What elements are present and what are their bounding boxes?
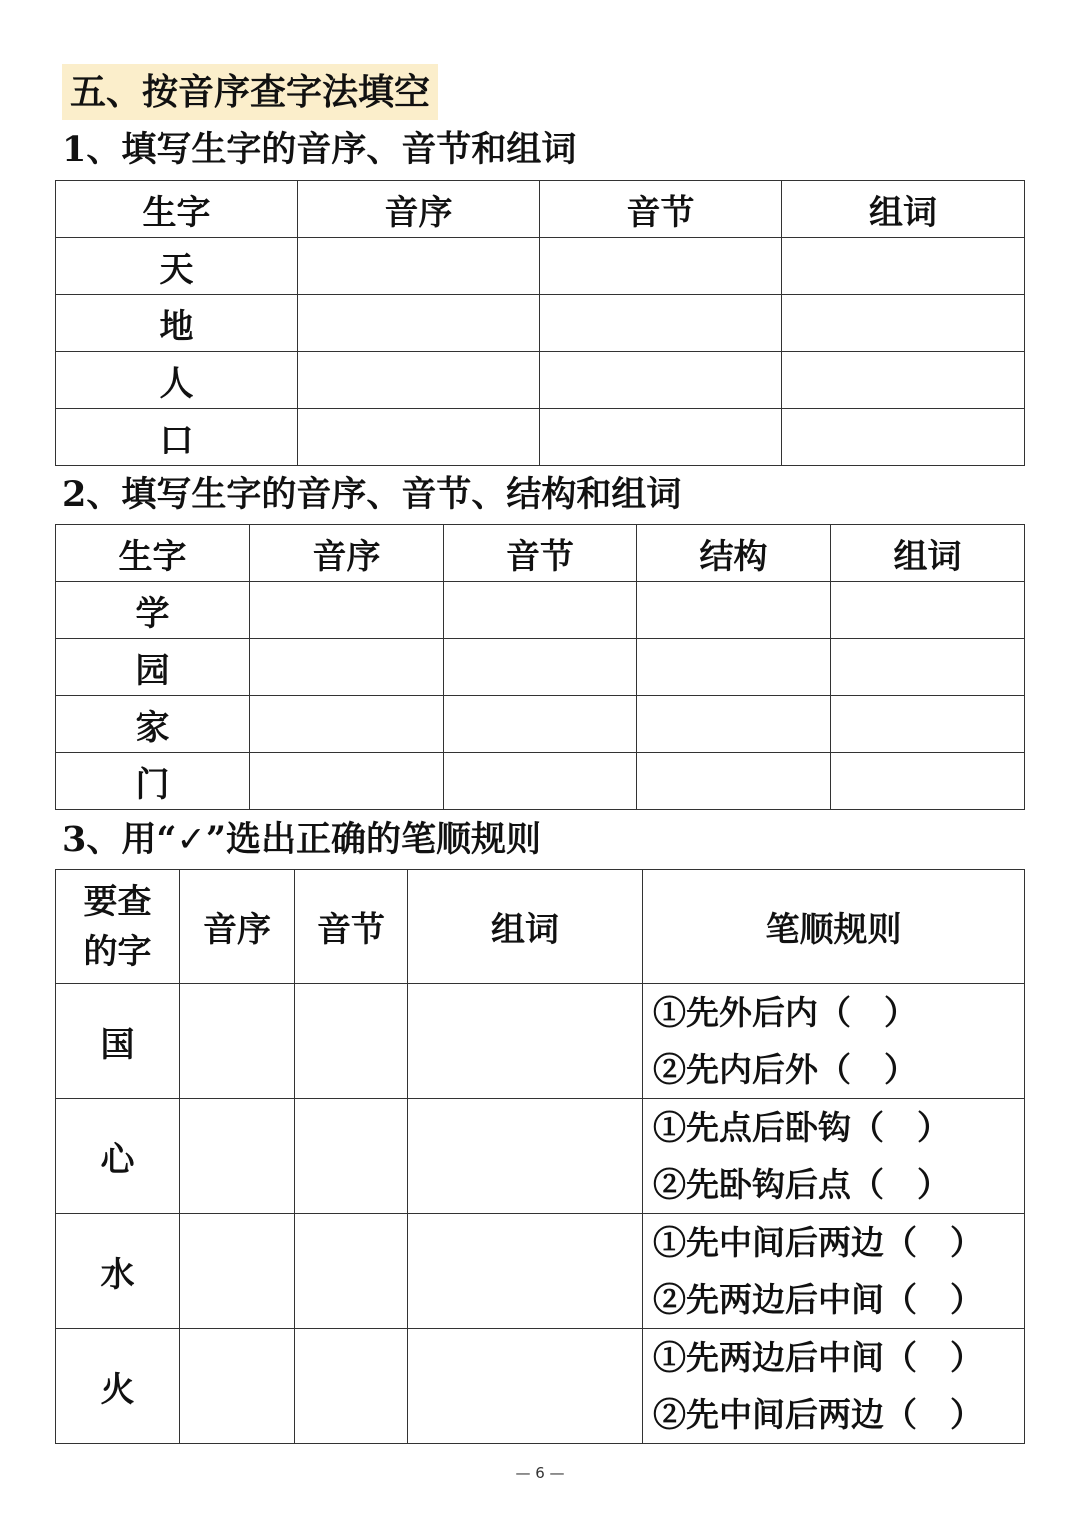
table-row <box>56 753 1025 810</box>
syllable-cell[interactable] <box>540 238 782 295</box>
question-2-table <box>55 524 1025 810</box>
page-number: — 6 — <box>515 1464 565 1482</box>
initial-cell[interactable] <box>250 696 444 753</box>
question-2-title: 2、填写生字的音序、音节、结构和组词 <box>62 474 682 515</box>
syllable-cell[interactable] <box>444 696 637 753</box>
rule-option-1[interactable]: ①先点后卧钩（ ） <box>653 1108 950 1147</box>
char-cell: 家 <box>56 696 250 753</box>
table-row <box>56 352 1025 409</box>
syllable-cell[interactable] <box>444 639 637 696</box>
word-cell[interactable] <box>408 1214 643 1329</box>
char-cell: 火 <box>56 1329 180 1444</box>
initial-cell[interactable] <box>180 1099 295 1214</box>
stroke-rule-cell <box>643 1214 1025 1329</box>
stroke-rule-cell <box>643 1099 1025 1214</box>
syllable-cell[interactable] <box>540 352 782 409</box>
word-cell[interactable] <box>831 753 1025 810</box>
header-char: 生字 <box>56 525 250 582</box>
initial-cell[interactable] <box>250 753 444 810</box>
header-structure: 结构 <box>637 525 831 582</box>
table-row <box>56 1329 1025 1444</box>
structure-cell[interactable] <box>637 753 831 810</box>
section-title: 五、按音序查字法填空 <box>62 64 438 120</box>
initial-cell[interactable] <box>298 409 540 466</box>
syllable-cell[interactable] <box>295 984 408 1099</box>
rule-option-1[interactable]: ①先外后内（ ） <box>653 993 917 1032</box>
stroke-rule-cell <box>643 1329 1025 1444</box>
table-header-row <box>56 525 1025 582</box>
header-syllable: 音节 <box>295 870 408 984</box>
char-cell: 天 <box>56 238 298 295</box>
table-row <box>56 1214 1025 1329</box>
table-row <box>56 639 1025 696</box>
rule-option-2[interactable]: ②先卧钩后点（ ） <box>653 1165 950 1204</box>
table-row <box>56 238 1025 295</box>
header-initial: 音序 <box>298 181 540 238</box>
header-char: 生字 <box>56 181 298 238</box>
initial-cell[interactable] <box>298 295 540 352</box>
char-cell: 学 <box>56 582 250 639</box>
word-cell[interactable] <box>782 409 1025 466</box>
header-char <box>56 870 180 984</box>
rule-option-1[interactable]: ①先中间后两边（ ） <box>653 1223 983 1262</box>
char-cell: 国 <box>56 984 180 1099</box>
word-cell[interactable] <box>782 238 1025 295</box>
structure-cell[interactable] <box>637 696 831 753</box>
syllable-cell[interactable] <box>295 1099 408 1214</box>
header-word: 组词 <box>831 525 1025 582</box>
char-cell: 门 <box>56 753 250 810</box>
syllable-cell[interactable] <box>444 753 637 810</box>
syllable-cell[interactable] <box>295 1329 408 1444</box>
table-header-row <box>56 870 1025 984</box>
table-row <box>56 984 1025 1099</box>
char-cell: 心 <box>56 1099 180 1214</box>
question-3-title-suffix: ”选出正确的笔顺规则 <box>205 819 541 860</box>
word-cell[interactable] <box>782 352 1025 409</box>
word-cell[interactable] <box>408 984 643 1099</box>
structure-cell[interactable] <box>637 582 831 639</box>
initial-cell[interactable] <box>180 984 295 1099</box>
check-mark-icon: ✓ <box>176 820 206 860</box>
syllable-cell[interactable] <box>295 1214 408 1329</box>
initial-cell[interactable] <box>250 639 444 696</box>
header-word: 组词 <box>408 870 643 984</box>
structure-cell[interactable] <box>637 639 831 696</box>
header-syllable: 音节 <box>540 181 782 238</box>
table-row <box>56 582 1025 639</box>
question-1-table <box>55 180 1025 466</box>
initial-cell[interactable] <box>180 1214 295 1329</box>
table-row <box>56 409 1025 466</box>
rule-option-1[interactable]: ①先两边后中间（ ） <box>653 1338 983 1377</box>
header-initial: 音序 <box>180 870 295 984</box>
word-cell[interactable] <box>831 696 1025 753</box>
table-row <box>56 295 1025 352</box>
question-1-title: 1、填写生字的音序、音节和组词 <box>62 129 577 170</box>
char-cell: 地 <box>56 295 298 352</box>
header-char-line-2: 的字 <box>83 931 152 972</box>
word-cell[interactable] <box>831 639 1025 696</box>
initial-cell[interactable] <box>298 238 540 295</box>
char-cell: 园 <box>56 639 250 696</box>
word-cell[interactable] <box>408 1099 643 1214</box>
rule-option-2[interactable]: ②先内后外（ ） <box>653 1050 917 1089</box>
header-word: 组词 <box>782 181 1025 238</box>
header-stroke-rule: 笔顺规则 <box>643 870 1025 984</box>
table-header-row <box>56 181 1025 238</box>
stroke-rule-cell <box>643 984 1025 1099</box>
header-syllable: 音节 <box>444 525 637 582</box>
word-cell[interactable] <box>408 1329 643 1444</box>
syllable-cell[interactable] <box>540 295 782 352</box>
rule-option-2[interactable]: ②先中间后两边（ ） <box>653 1395 983 1434</box>
table-row <box>56 696 1025 753</box>
table-row <box>56 1099 1025 1214</box>
syllable-cell[interactable] <box>444 582 637 639</box>
initial-cell[interactable] <box>250 582 444 639</box>
question-3-table <box>55 869 1025 1444</box>
char-cell: 口 <box>56 409 298 466</box>
rule-option-2[interactable]: ②先两边后中间（ ） <box>653 1280 983 1319</box>
header-initial: 音序 <box>250 525 444 582</box>
char-cell: 水 <box>56 1214 180 1329</box>
initial-cell[interactable] <box>180 1329 295 1444</box>
question-3-title-prefix: 3、用“ <box>62 819 177 860</box>
char-cell: 人 <box>56 352 298 409</box>
word-cell[interactable] <box>782 295 1025 352</box>
initial-cell[interactable] <box>298 352 540 409</box>
word-cell[interactable] <box>831 582 1025 639</box>
syllable-cell[interactable] <box>540 409 782 466</box>
header-char-line-1: 要查 <box>83 881 152 922</box>
question-3-title <box>62 818 541 862</box>
